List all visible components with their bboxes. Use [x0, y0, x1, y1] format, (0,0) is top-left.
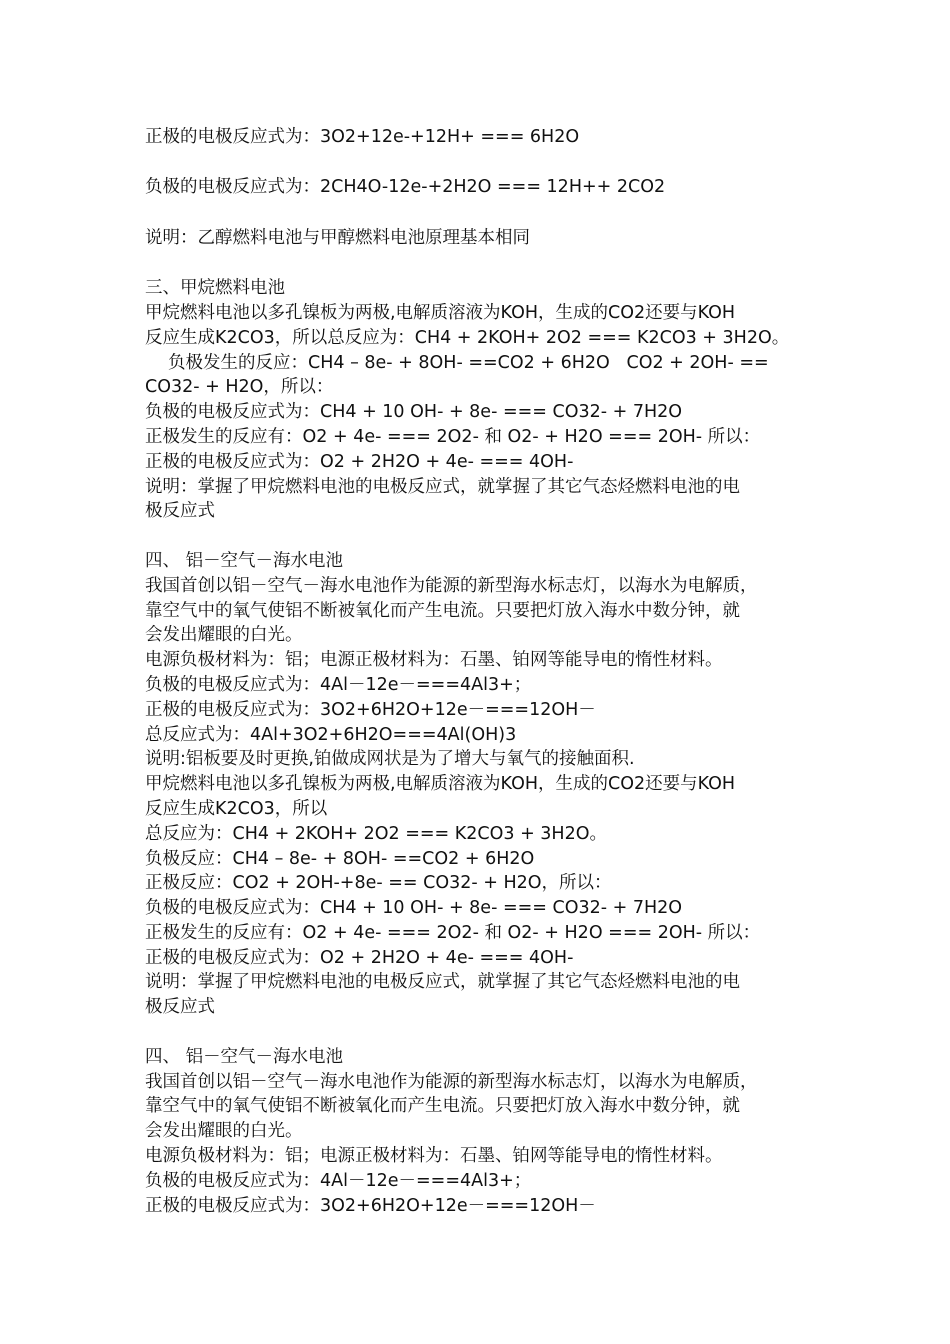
section-heading: 四、 铝－空气－海水电池: [145, 1046, 344, 1067]
text-line: 我国首创以铝－空气－海水电池作为能源的新型海水标志灯，以海水为电解质，: [145, 575, 758, 596]
paragraph-gap: [145, 200, 815, 226]
text-line: 正极的电极反应式为：3O2+6H2O+12e－===12OH－: [145, 699, 596, 720]
text-line: 总反应为：CH4 + 2KOH+ 2O2 === K2CO3 + 3H2O。: [145, 823, 607, 844]
text-line: 正极反应：CO2 + 2OH-+8e- == CO32- + H2O，所以：: [145, 873, 612, 894]
text-line: 说明:铝板要及时更换,铂做成网状是为了增大与氧气的接触面积.: [145, 749, 635, 770]
section-heading: 三、甲烷燃料电池: [145, 278, 285, 299]
text-line: 总反应式为：4Al+3O2+6H2O===4Al(OH)3: [145, 724, 517, 745]
text-line: 甲烷燃料电池以多孔镍板为两极,电解质溶液为KOH，生成的CO2还要与KOH: [145, 774, 736, 795]
text-line: 正极的电极反应式为：O2 + 2H2O + 4e- === 4OH-: [145, 947, 574, 968]
text-line: 极反应式: [145, 501, 215, 522]
paragraph-gap: [145, 150, 815, 176]
text-line: 正极发生的反应有：O2 + 4e- === 2O2- 和 O2- + H2O === 2OH- 所以：: [145, 426, 761, 447]
text-line: 正极的电极反应式为：O2 + 2H2O + 4e- === 4OH-: [145, 451, 574, 472]
text-line: 电源负极材料为：铝；电源正极材料为：石墨、铂网等能导电的惰性材料。: [145, 650, 723, 671]
text-line: 说明：乙醇燃料电池与甲醇燃料电池原理基本相同: [145, 227, 530, 248]
text-line: 负极的电极反应式为：2CH4O-12e-+2H2O === 12H++ 2CO2: [145, 177, 666, 198]
text-line: CO32- + H2O，所以：: [145, 377, 334, 398]
text-line: 靠空气中的氧气使铝不断被氧化而产生电流。只要把灯放入海水中数分钟，就: [145, 1096, 740, 1117]
text-line: 负极的电极反应式为：CH4 + 10 OH- + 8e- === CO32- + 7H2O: [145, 402, 683, 423]
text-line: 电源负极材料为：铝；电源正极材料为：石墨、铂网等能导电的惰性材料。: [145, 1146, 723, 1167]
text-line: 负极的电极反应式为：4Al－12e－===4Al3+；: [145, 1170, 532, 1191]
document-page: [145, 125, 815, 1218]
text-line: 说明：掌握了甲烷燃料电池的电极反应式，就掌握了其它气态烃燃料电池的电: [145, 476, 740, 497]
text-line: 负极发生的反应：CH4 – 8e- + 8OH- ==CO2 + 6H2O CO2 + 2OH- ==: [168, 352, 769, 373]
paragraph-gap: [145, 1020, 815, 1045]
text-line: 负极反应：CH4 – 8e- + 8OH- ==CO2 + 6H2O: [145, 848, 535, 869]
text-line: 正极的电极反应式为：3O2+12e-+12H+ === 6H2O: [145, 127, 580, 147]
text-line: 靠空气中的氧气使铝不断被氧化而产生电流。只要把灯放入海水中数分钟，就: [145, 600, 740, 621]
text-line: 正极的电极反应式为：3O2+6H2O+12e－===12OH－: [145, 1195, 596, 1216]
text-line: 负极的电极反应式为：4Al－12e－===4Al3+；: [145, 674, 532, 695]
text-line: 会发出耀眼的白光。: [145, 1121, 303, 1142]
text-line: 负极的电极反应式为：CH4 + 10 OH- + 8e- === CO32- + 7H2O: [145, 898, 683, 919]
text-line: 正极发生的反应有：O2 + 4e- === 2O2- 和 O2- + H2O === 2OH- 所以：: [145, 922, 761, 943]
text-line: 会发出耀眼的白光。: [145, 625, 303, 646]
text-line: 甲烷燃料电池以多孔镍板为两极,电解质溶液为KOH，生成的CO2还要与KOH: [145, 302, 736, 323]
text-line: 说明：掌握了甲烷燃料电池的电极反应式，就掌握了其它气态烃燃料电池的电: [145, 972, 740, 993]
section-heading: 四、 铝－空气－海水电池: [145, 550, 344, 571]
text-line: 反应生成K2CO3，所以: [145, 798, 328, 819]
text-line: 反应生成K2CO3，所以总反应为：CH4 + 2KOH+ 2O2 === K2CO3 + 3H2O。: [145, 327, 790, 348]
text-line: 极反应式: [145, 997, 215, 1018]
text-line: 我国首创以铝－空气－海水电池作为能源的新型海水标志灯，以海水为电解质，: [145, 1071, 758, 1092]
paragraph-gap: [145, 524, 815, 549]
paragraph-gap: [145, 251, 815, 277]
